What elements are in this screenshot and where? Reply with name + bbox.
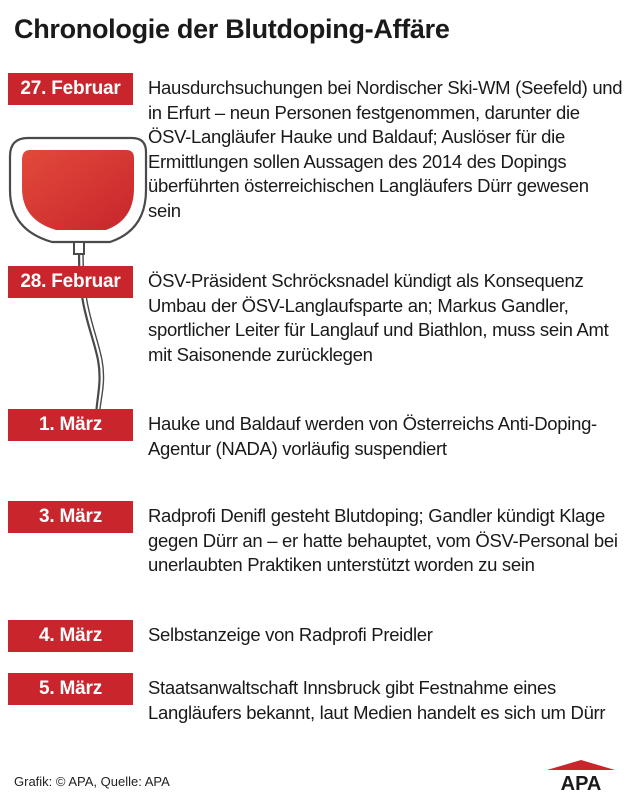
apa-logo <box>545 758 617 792</box>
entry-text: ÖSV-Präsident Schröcksnadel kündigt als Konsequenz Umbau der ÖSV-Langlaufsparte an; Markus Gandler, sportlicher Leiter für Langlauf und Biathlon, muss sein Amt mit Saisonende zurücklegen <box>148 270 609 365</box>
date-badge: 1. März <box>8 409 133 441</box>
entry-text: Radprofi Denifl gesteht Blutdoping; Gandler kündigt Klage gegen Dürr an – er hatte behauptet, vom ÖSV-Personal bei unerlaubten Praktiken unterstützt worden zu sein <box>148 505 618 575</box>
date-badge: 3. März <box>8 501 133 533</box>
page-title: Chronologie der Blutdoping-Affäre <box>14 14 450 44</box>
date-badge: 4. März <box>8 620 133 652</box>
logo-text: APA <box>560 773 602 792</box>
entry-text: Hauke und Baldauf werden von Österreichs Anti-Doping-Agentur (NADA) vorläufig suspendiert <box>148 413 597 459</box>
date-badge: 5. März <box>8 673 133 705</box>
entry-text: Staatsanwaltschaft Innsbruck gibt Festnahme eines Langläufers bekannt, laut Medien handelt es sich um Dürr <box>148 677 606 723</box>
date-badge: 28. Februar <box>8 266 133 298</box>
entry-text: Hausdurchsuchungen bei Nordischer Ski-WM (Seefeld) und in Erfurt – neun Personen festgenommen, darunter die ÖSV-Langläufer Hauke und Baldauf; Auslöser für die Ermittlungen sollen Aussagen des 2014 des Dopings überführten österreichischen Langläufers Dürr gewesen sein <box>148 77 623 221</box>
source-credit: Grafik: © APA, Quelle: APA <box>14 774 170 789</box>
date-badge: 27. Februar <box>8 73 133 105</box>
entry-text: Selbstanzeige von Radprofi Preidler <box>148 624 433 645</box>
